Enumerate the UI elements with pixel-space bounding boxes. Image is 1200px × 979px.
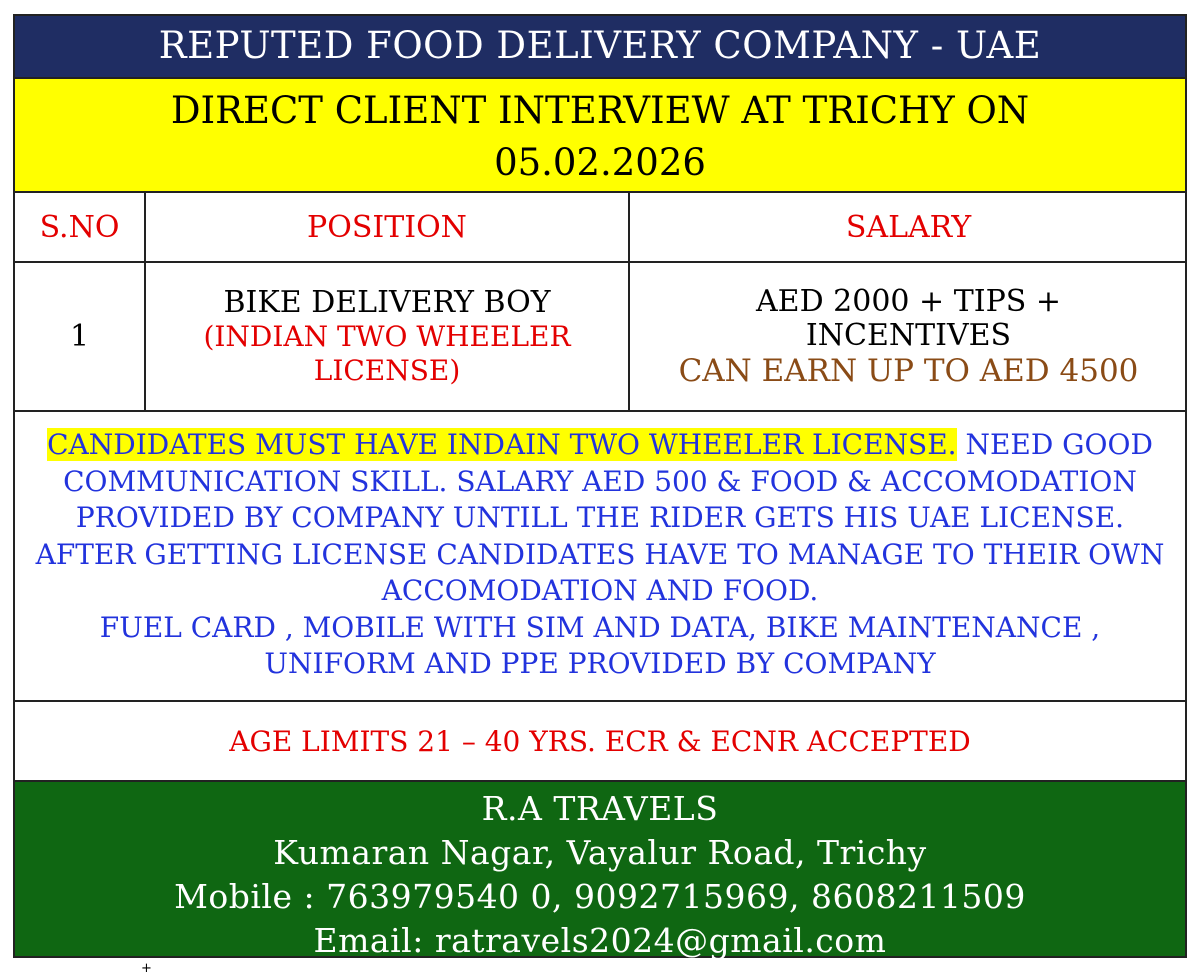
- column-header-sno: S.NO: [15, 193, 146, 261]
- table-header-row: [15, 193, 1185, 263]
- agency-mobile: Mobile : 763979540 0, 9092715969, 8608211509: [174, 877, 1026, 916]
- job-flyer: [13, 14, 1187, 958]
- position-title: BIKE DELIVERY BOY: [223, 284, 551, 320]
- position-note: (INDIAN TWO WHEELER LICENSE): [203, 319, 571, 387]
- salary-base: AED 2000 + TIPS + INCENTIVES: [756, 283, 1061, 353]
- interview-date: 05.02.2026: [494, 141, 706, 184]
- row-position: [146, 263, 630, 410]
- age-limits: AGE LIMITS 21 – 40 YRS. ECR & ECNR ACCEPTED: [15, 702, 1185, 782]
- interview-line: DIRECT CLIENT INTERVIEW AT TRICHY ON: [170, 89, 1030, 132]
- agency-name: R.A TRAVELS: [481, 789, 719, 828]
- row-salary: [630, 263, 1187, 410]
- column-header-position: POSITION: [146, 193, 630, 261]
- license-requirement: CANDIDATES MUST HAVE INDAIN TWO WHEELER LICENSE.: [47, 428, 957, 461]
- contact-block: [15, 782, 1185, 960]
- salary-earn: CAN EARN UP TO AED 4500: [678, 352, 1139, 389]
- details-paragraph: [33, 427, 1167, 610]
- table-row: [15, 263, 1185, 412]
- agency-address: Kumaran Nagar, Vayalur Road, Trichy: [273, 833, 927, 872]
- company-title: REPUTED FOOD DELIVERY COMPANY - UAE: [15, 16, 1185, 79]
- job-details: [15, 412, 1185, 702]
- footnote-mark: +: [141, 961, 152, 976]
- row-sno: 1: [15, 263, 146, 410]
- details-text: NEED GOOD COMMUNICATION SKILL. SALARY AED 500 & FOOD & ACCOMODATION PROVIDED BY COMPANY UNTILL THE RIDER GETS HIS UAE LICENSE. AFTER GETTING LICENSE CANDIDATES HAVE TO MANAGE TO THEIR OWN ACCOMODATION AND FOOD.: [35, 428, 1165, 607]
- column-header-salary: SALARY: [845, 209, 972, 245]
- agency-email: Email: ratravels2024@gmail.com: [313, 921, 887, 960]
- benefits-text: FUEL CARD , MOBILE WITH SIM AND DATA, BIKE MAINTENANCE , UNIFORM AND PPE PROVIDED BY COMPANY: [99, 610, 1101, 680]
- interview-banner: [15, 79, 1185, 193]
